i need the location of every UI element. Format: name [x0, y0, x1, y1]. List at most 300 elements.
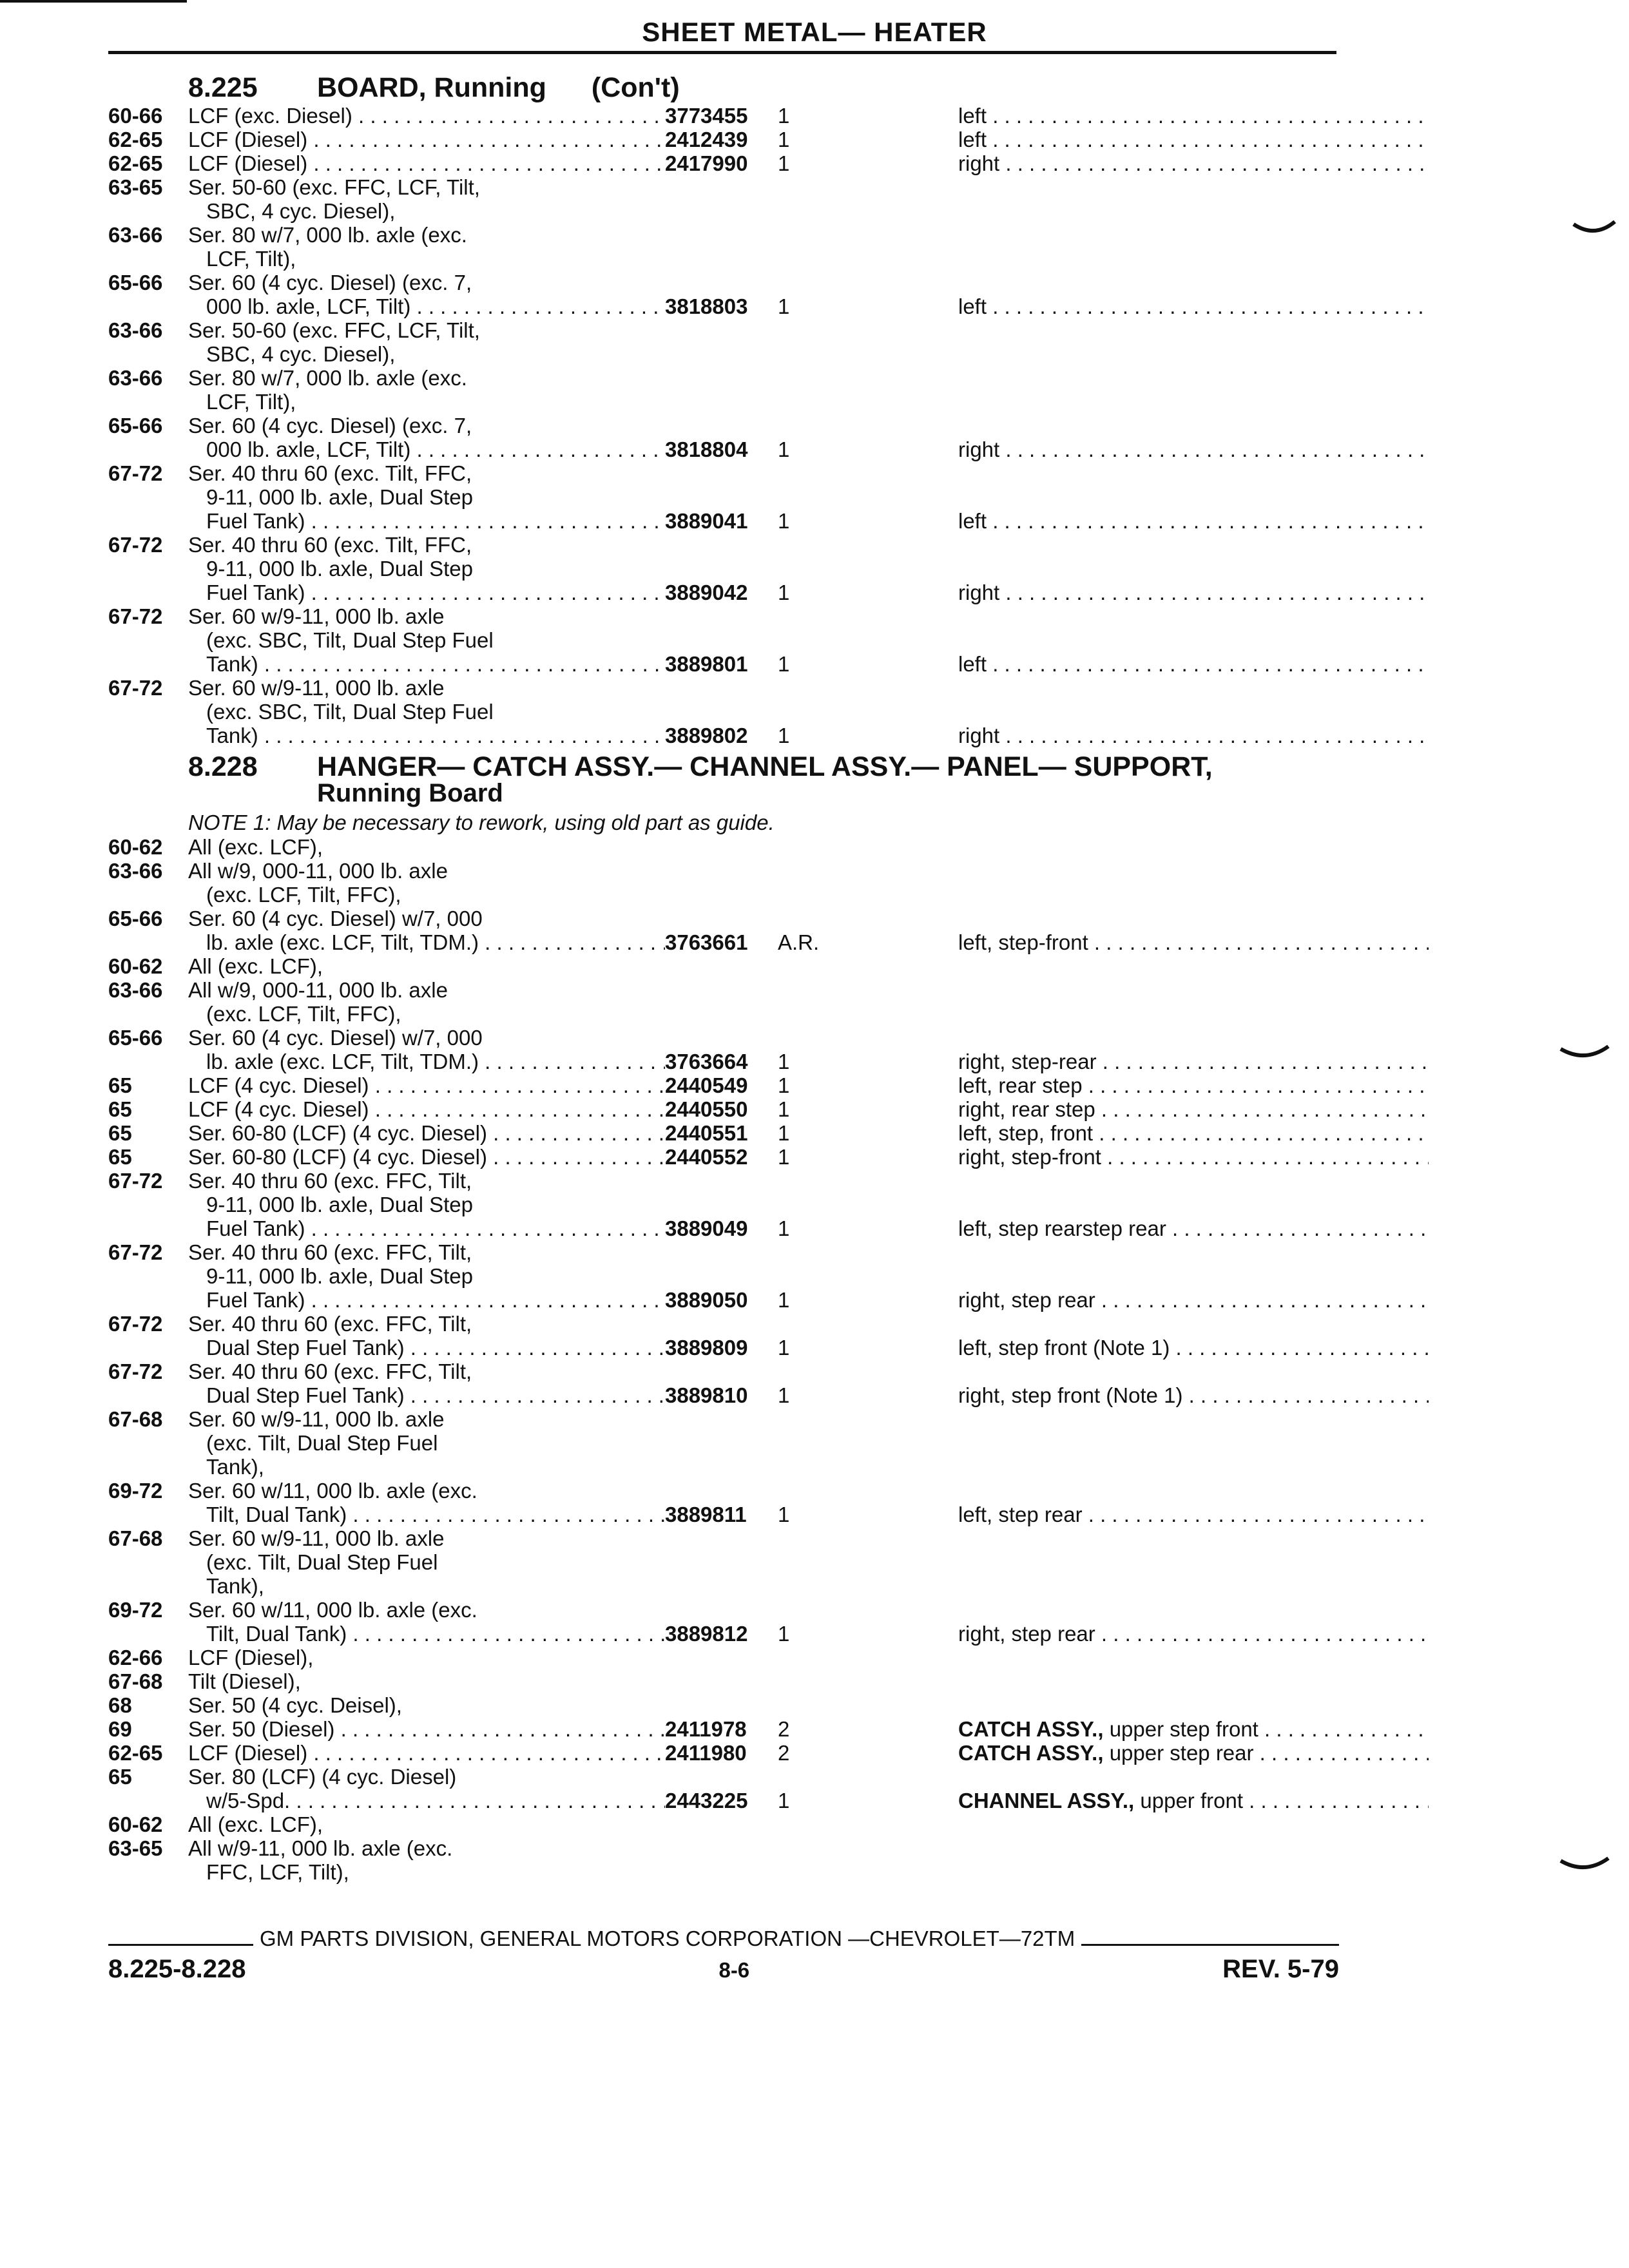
model-years: 67-72 — [108, 676, 163, 700]
part-number — [665, 1765, 778, 1812]
table-row — [108, 1073, 1339, 1097]
quantity-text: 1 — [778, 151, 790, 175]
quantity — [778, 1598, 958, 1646]
description-text: (exc. LCF, Tilt, FFC), — [206, 883, 401, 907]
remark-text: right — [958, 437, 1000, 461]
part-number-text: 2440551 — [665, 1121, 748, 1145]
quantity-text: 1 — [778, 437, 790, 461]
remark — [958, 954, 1339, 978]
application-description — [188, 676, 665, 747]
remark-text: left — [958, 509, 987, 533]
description-text: 000 lb. axle, LCF, Tilt) — [206, 294, 411, 318]
description-text: Ser. 60 w/11, 000 lb. axle (exc. — [188, 1598, 477, 1622]
description-text: Tilt, Dual Tank) — [206, 1503, 347, 1526]
application-description — [188, 1526, 665, 1598]
remark — [958, 461, 1429, 533]
application-description — [188, 1145, 665, 1169]
description-text: Ser. 50-60 (exc. FFC, LCF, Tilt, — [188, 318, 480, 342]
application-description — [188, 223, 665, 271]
table-row — [108, 1240, 1339, 1312]
section-continued: (Con't) — [591, 72, 680, 103]
table-row — [108, 604, 1339, 676]
description-text: (exc. Tilt, Dual Step Fuel — [206, 1431, 438, 1455]
application-description — [188, 175, 665, 223]
binder-mark-3 — [1559, 1856, 1611, 1881]
part-number — [665, 128, 778, 151]
quantity — [778, 1360, 958, 1407]
model-years: 63-66 — [108, 223, 163, 247]
description-line — [188, 223, 665, 247]
remark-line — [958, 724, 1429, 747]
part-number — [665, 1145, 778, 1169]
part-number — [665, 1693, 778, 1717]
quantity — [778, 1812, 958, 1836]
table-row — [108, 1121, 1339, 1145]
application-description — [188, 1669, 665, 1693]
section-heading — [108, 751, 1339, 783]
model-years: 65 — [108, 1121, 132, 1145]
remark — [958, 1360, 1429, 1407]
model-years: 63-65 — [108, 1836, 163, 1860]
description-line — [188, 907, 665, 930]
table-row — [108, 1312, 1339, 1360]
quantity-text: 1 — [778, 294, 790, 318]
application-description — [188, 461, 665, 533]
remark — [958, 1741, 1429, 1765]
description-text: LCF (4 cyc. Diesel) — [188, 1097, 369, 1121]
description-line — [188, 1216, 665, 1240]
remark-text: left, step-front — [958, 930, 1088, 954]
quantity — [778, 1717, 958, 1741]
remark-text: right, step front (Note 1) — [958, 1383, 1183, 1407]
footer-rule-line — [108, 1927, 1339, 1951]
remark-text: left — [958, 104, 987, 128]
remark — [958, 1646, 1339, 1669]
model-years: 60-62 — [108, 1812, 163, 1836]
quantity — [778, 676, 958, 747]
part-number — [665, 1479, 778, 1526]
remark-text: right — [958, 724, 1000, 747]
description-line — [188, 1479, 665, 1503]
application-description — [188, 151, 665, 175]
remark — [958, 835, 1339, 859]
application-description — [188, 604, 665, 676]
description-line — [188, 1812, 665, 1836]
description-text: SBC, 4 cyc. Diesel), — [206, 199, 396, 223]
section-title-text: HANGER— CATCH ASSY.— CHANNEL ASSY.— PANEL— SUPPORT, — [317, 751, 1213, 782]
description-line — [188, 533, 665, 557]
description-line — [188, 1431, 665, 1455]
description-line — [188, 978, 665, 1002]
description-text: All w/9-11, 000 lb. axle (exc. — [188, 1836, 453, 1860]
model-years: 69-72 — [108, 1479, 163, 1503]
part-number-text: 3763661 — [665, 930, 748, 954]
application-description — [188, 128, 665, 151]
remark-text: left, step front (Note 1) — [958, 1336, 1170, 1360]
remark-text: left, step rearstep rear — [958, 1216, 1166, 1240]
description-line — [188, 604, 665, 628]
description-text: All w/9, 000-11, 000 lb. axle — [188, 859, 448, 883]
footer-rule-left — [108, 1944, 253, 1946]
description-line — [188, 199, 665, 223]
description-line — [188, 151, 665, 175]
description-text: Ser. 60 w/9-11, 000 lb. axle — [188, 676, 445, 700]
remark-line — [958, 1097, 1429, 1121]
table-row — [108, 461, 1339, 533]
quantity — [778, 1741, 958, 1765]
part-number — [665, 1169, 778, 1240]
table-row — [108, 1097, 1339, 1121]
part-number — [665, 676, 778, 747]
remark — [958, 604, 1429, 676]
application-description — [188, 1741, 665, 1765]
application-description — [188, 1693, 665, 1717]
description-line — [188, 104, 665, 128]
remark — [958, 1240, 1429, 1312]
part-number-text: 3889802 — [665, 724, 748, 747]
application-description — [188, 414, 665, 461]
model-years: 65-66 — [108, 1026, 163, 1050]
description-text: w/5-Spd. — [206, 1789, 291, 1812]
remark — [958, 1526, 1339, 1598]
description-text: Tank) — [206, 724, 258, 747]
section-number: 8.228 — [188, 751, 258, 782]
model-years: 69-72 — [108, 1598, 163, 1622]
description-text: All (exc. LCF), — [188, 954, 323, 978]
table-row — [108, 1741, 1339, 1765]
remark-text: right, rear step — [958, 1097, 1095, 1121]
part-number — [665, 835, 778, 859]
binder-mark-2 — [1559, 1044, 1611, 1070]
quantity — [778, 128, 958, 151]
remark-keyword: CHANNEL ASSY., — [958, 1789, 1135, 1812]
description-line — [188, 1526, 665, 1550]
quantity-text: 2 — [778, 1717, 790, 1741]
remark-line — [958, 104, 1429, 128]
remark-line — [958, 151, 1429, 175]
model-years: 69 — [108, 1717, 132, 1741]
description-line — [188, 954, 665, 978]
part-number-text: 2440552 — [665, 1145, 748, 1169]
remark — [958, 1836, 1339, 1884]
description-line — [188, 1717, 665, 1741]
remark — [958, 859, 1339, 907]
description-line — [188, 1002, 665, 1026]
description-text: lb. axle (exc. LCF, Tilt, TDM.) — [206, 1050, 479, 1073]
application-description — [188, 1717, 665, 1741]
quantity — [778, 1073, 958, 1097]
description-line — [188, 652, 665, 676]
table-row — [108, 128, 1339, 151]
remark-line — [958, 930, 1429, 954]
quantity-text: 1 — [778, 1050, 790, 1073]
description-line — [188, 1360, 665, 1383]
application-description — [188, 1812, 665, 1836]
part-number — [665, 366, 778, 414]
section-title — [317, 72, 1339, 104]
model-years: 67-68 — [108, 1407, 163, 1431]
part-number — [665, 1073, 778, 1097]
quantity — [778, 366, 958, 414]
model-years: 67-68 — [108, 1526, 163, 1550]
description-line — [188, 1407, 665, 1431]
application-description — [188, 318, 665, 366]
description-text: Ser. 50 (4 cyc. Deisel), — [188, 1693, 402, 1717]
table-row — [108, 1479, 1339, 1526]
part-number — [665, 1407, 778, 1479]
footer-bottom — [108, 1955, 1339, 1984]
part-number — [665, 1026, 778, 1073]
part-number — [665, 533, 778, 604]
quantity — [778, 1765, 958, 1812]
part-number — [665, 859, 778, 907]
part-number-text: 2411978 — [665, 1717, 747, 1741]
quantity-text: 1 — [778, 1216, 790, 1240]
quantity — [778, 1026, 958, 1073]
description-text: Ser. 80 (LCF) (4 cyc. Diesel) — [188, 1765, 457, 1789]
remark-line — [958, 509, 1429, 533]
model-years: 65-66 — [108, 907, 163, 930]
table-row — [108, 223, 1339, 271]
remark-line — [958, 1288, 1429, 1312]
remark — [958, 175, 1339, 223]
description-text: Ser. 60 (4 cyc. Diesel) (exc. 7, — [188, 414, 472, 437]
model-years: 67-72 — [108, 1169, 163, 1193]
description-text: Ser. 60 w/9-11, 000 lb. axle — [188, 1407, 445, 1431]
part-number-text: 3889049 — [665, 1216, 748, 1240]
quantity — [778, 1097, 958, 1121]
section-number: 8.225 — [188, 72, 258, 103]
remark — [958, 104, 1429, 128]
remark-line — [958, 1121, 1429, 1145]
quantity-text: 1 — [778, 104, 790, 128]
remark-line — [958, 652, 1429, 676]
description-line — [188, 1240, 665, 1264]
description-text: 9-11, 000 lb. axle, Dual Step — [206, 485, 473, 509]
description-line — [188, 461, 665, 485]
application-description — [188, 533, 665, 604]
part-number-text: 3889811 — [665, 1503, 747, 1526]
quantity-text: 1 — [778, 1097, 790, 1121]
model-years: 68 — [108, 1693, 132, 1717]
model-years: 63-66 — [108, 859, 163, 883]
part-number — [665, 175, 778, 223]
description-line — [188, 1169, 665, 1193]
table-row — [108, 1026, 1339, 1073]
part-number — [665, 414, 778, 461]
description-text: Ser. 40 thru 60 (exc. Tilt, FFC, — [188, 461, 472, 485]
part-number — [665, 1121, 778, 1145]
part-number — [665, 1812, 778, 1836]
application-description — [188, 1073, 665, 1097]
table-row — [108, 1669, 1339, 1693]
description-line — [188, 437, 665, 461]
description-line — [188, 1455, 665, 1479]
quantity — [778, 978, 958, 1026]
description-text: Dual Step Fuel Tank) — [206, 1383, 405, 1407]
model-years: 65 — [108, 1145, 132, 1169]
description-text: lb. axle (exc. LCF, Tilt, TDM.) — [206, 930, 479, 954]
model-years: 65 — [108, 1765, 132, 1789]
description-text: Ser. 60 w/9-11, 000 lb. axle — [188, 604, 445, 628]
application-description — [188, 835, 665, 859]
remark — [958, 223, 1339, 271]
part-number — [665, 1717, 778, 1741]
part-number-text: 2440549 — [665, 1073, 748, 1097]
table-row — [108, 1836, 1339, 1884]
description-text: Ser. 40 thru 60 (exc. Tilt, FFC, — [188, 533, 472, 557]
part-number — [665, 1669, 778, 1693]
part-number — [665, 907, 778, 954]
quantity — [778, 533, 958, 604]
part-number — [665, 1741, 778, 1765]
part-number-text: 3889801 — [665, 652, 748, 676]
description-text: SBC, 4 cyc. Diesel), — [206, 342, 396, 366]
part-number-text: 3889812 — [665, 1622, 748, 1646]
remark-line — [958, 1717, 1429, 1741]
description-text: Ser. 50 (Diesel) — [188, 1717, 335, 1741]
description-line — [188, 1622, 665, 1646]
remark-line — [958, 1073, 1429, 1097]
description-text: Tank) — [206, 652, 258, 676]
table-row — [108, 1360, 1339, 1407]
model-years: 63-66 — [108, 318, 163, 342]
quantity — [778, 1169, 958, 1240]
table-row — [108, 954, 1339, 978]
description-line — [188, 1336, 665, 1360]
quantity-text: A.R. — [778, 930, 820, 954]
description-line — [188, 724, 665, 747]
remark — [958, 366, 1339, 414]
remark — [958, 533, 1429, 604]
quantity — [778, 461, 958, 533]
remark-line — [958, 1383, 1429, 1407]
remark — [958, 676, 1429, 747]
description-line — [188, 366, 665, 390]
model-years: 63-65 — [108, 175, 163, 199]
remark-line — [958, 1503, 1429, 1526]
quantity-text: 1 — [778, 1789, 790, 1812]
parts-listing — [108, 68, 1339, 1884]
application-description — [188, 1026, 665, 1073]
footer-rule-right — [1081, 1944, 1339, 1946]
description-text: Ser. 60-80 (LCF) (4 cyc. Diesel) — [188, 1121, 487, 1145]
application-description — [188, 1360, 665, 1407]
quantity-text: 2 — [778, 1741, 790, 1765]
quantity — [778, 1693, 958, 1717]
description-line — [188, 1383, 665, 1407]
top-corner-rule — [0, 0, 187, 3]
remark — [958, 1073, 1429, 1097]
quantity-text: 1 — [778, 1383, 790, 1407]
remark-line — [958, 1622, 1429, 1646]
remark-text: right, step rear — [958, 1622, 1095, 1646]
remark-keyword: CATCH ASSY., — [958, 1741, 1104, 1765]
part-number-text: 2443225 — [665, 1789, 748, 1812]
part-number — [665, 954, 778, 978]
description-text: Ser. 50-60 (exc. FFC, LCF, Tilt, — [188, 175, 480, 199]
model-years: 65-66 — [108, 414, 163, 437]
remark-line — [958, 1741, 1429, 1765]
model-years: 67-72 — [108, 461, 163, 485]
part-number-text: 3889810 — [665, 1383, 748, 1407]
remark-text: left, step, front — [958, 1121, 1094, 1145]
section-note: NOTE 1: May be necessary to rework, using old part as guide. — [188, 811, 775, 834]
model-years: 62-65 — [108, 151, 163, 175]
remark — [958, 1717, 1429, 1741]
remark — [958, 1693, 1339, 1717]
quantity — [778, 1646, 958, 1669]
part-number — [665, 1836, 778, 1884]
remark-line — [958, 581, 1429, 604]
table-row — [108, 104, 1339, 128]
quantity — [778, 859, 958, 907]
page-footer — [108, 1927, 1339, 1984]
remark — [958, 318, 1339, 366]
table-row — [108, 1646, 1339, 1669]
part-number-text: 3889050 — [665, 1288, 748, 1312]
description-text: Ser. 40 thru 60 (exc. FFC, Tilt, — [188, 1312, 472, 1336]
description-line — [188, 1097, 665, 1121]
quantity — [778, 1479, 958, 1526]
quantity-text: 1 — [778, 652, 790, 676]
binder-mark-1 — [1572, 219, 1617, 245]
description-text: LCF, Tilt), — [206, 390, 296, 414]
application-description — [188, 859, 665, 907]
description-line — [188, 1860, 665, 1884]
remark — [958, 1097, 1429, 1121]
description-line — [188, 676, 665, 700]
description-line — [188, 1121, 665, 1145]
table-row — [108, 1145, 1339, 1169]
description-text: Tank), — [206, 1574, 264, 1598]
description-text: Ser. 80 w/7, 000 lb. axle (exc. — [188, 366, 467, 390]
remark — [958, 1026, 1429, 1073]
model-years: 60-62 — [108, 835, 163, 859]
description-line — [188, 1264, 665, 1288]
description-text: Tank), — [206, 1455, 264, 1479]
description-line — [188, 1741, 665, 1765]
table-row — [108, 907, 1339, 954]
description-line — [188, 128, 665, 151]
description-line — [188, 1765, 665, 1789]
description-line — [188, 175, 665, 199]
application-description — [188, 1312, 665, 1360]
description-text: LCF (Diesel), — [188, 1646, 314, 1669]
description-text: 000 lb. axle, LCF, Tilt) — [206, 437, 411, 461]
quantity — [778, 1312, 958, 1360]
remark-line — [958, 1145, 1429, 1169]
quantity — [778, 604, 958, 676]
table-row — [108, 151, 1339, 175]
description-line — [188, 1288, 665, 1312]
application-description — [188, 271, 665, 318]
remark-text: left — [958, 294, 987, 318]
description-text: LCF (Diesel) — [188, 151, 308, 175]
model-years: 63-66 — [108, 366, 163, 390]
description-line — [188, 318, 665, 342]
footer-page-number: 8-6 — [718, 1958, 750, 1982]
remark — [958, 1479, 1429, 1526]
part-number-text: 2417990 — [665, 151, 748, 175]
description-text: Ser. 40 thru 60 (exc. FFC, Tilt, — [188, 1169, 472, 1193]
part-number-text: 3818804 — [665, 437, 748, 461]
remark-line — [958, 294, 1429, 318]
part-number-text: 3889041 — [665, 509, 748, 533]
remark — [958, 1145, 1429, 1169]
part-number — [665, 1097, 778, 1121]
quantity — [778, 1407, 958, 1479]
